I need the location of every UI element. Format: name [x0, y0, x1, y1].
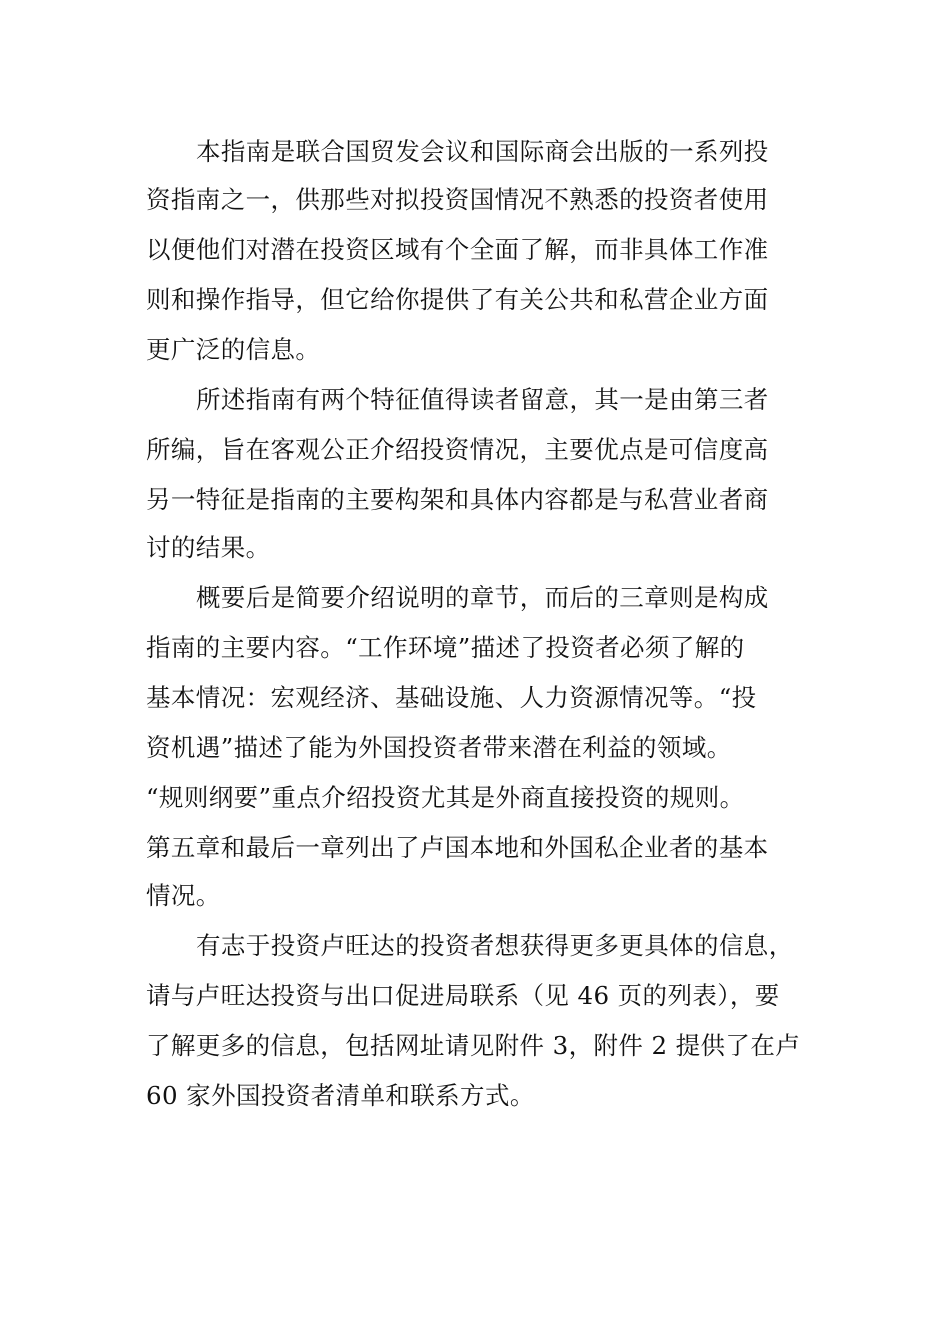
paragraph-1-line-5: 更广泛的信息。	[146, 335, 321, 364]
paragraph-3-line-2: 指南的主要内容。“工作环境”描述了投资者必须了解的	[146, 633, 745, 662]
paragraph-2-line-3: 另一特征是指南的主要构架和具体内容都是与私营业者商	[146, 485, 769, 514]
paragraph-4-line-3: 了解更多的信息，包括网址请见附件 3，附件 2 提供了在卢	[146, 1031, 801, 1060]
paragraph-2-line-1: 所述指南有两个特征值得读者留意，其一是由第三者	[196, 385, 769, 414]
paragraph-3-line-1: 概要后是简要介绍说明的章节，而后的三章则是构成	[196, 583, 769, 612]
paragraph-4-line-1: 有志于投资卢旺达的投资者想获得更多更具体的信息，	[196, 931, 794, 960]
paragraph-1-line-1: 本指南是联合国贸发会议和国际商会出版的一系列投	[196, 137, 769, 166]
paragraph-4-line-4: 60 家外国投资者清单和联系方式。	[146, 1081, 535, 1110]
paragraph-1-line-2: 资指南之一，供那些对拟投资国情况不熟悉的投资者使用	[146, 185, 769, 214]
paragraph-4-line-2: 请与卢旺达投资与出口促进局联系（见 46 页的列表），要	[146, 981, 780, 1010]
paragraph-1-line-3: 以便他们对潜在投资区域有个全面了解，而非具体工作准	[146, 235, 769, 264]
paragraph-3-line-3: 基本情况：宏观经济、基础设施、人力资源情况等。“投	[146, 683, 757, 712]
paragraph-3-line-5: “规则纲要”重点介绍投资尤其是外商直接投资的规则。	[146, 783, 745, 812]
paragraph-3-line-7: 情况。	[146, 881, 221, 910]
paragraph-3-line-6: 第五章和最后一章列出了卢国本地和外国私企业者的基本	[146, 833, 769, 862]
paragraph-2-line-4: 讨的结果。	[146, 533, 271, 562]
paragraph-3-line-4: 资机遇”描述了能为外国投资者带来潜在利益的领域。	[146, 733, 732, 762]
paragraph-1-line-4: 则和操作指导，但它给你提供了有关公共和私营企业方面	[146, 285, 769, 314]
paragraph-2-line-2: 所编，旨在客观公正介绍投资情况，主要优点是可信度高	[146, 435, 769, 464]
